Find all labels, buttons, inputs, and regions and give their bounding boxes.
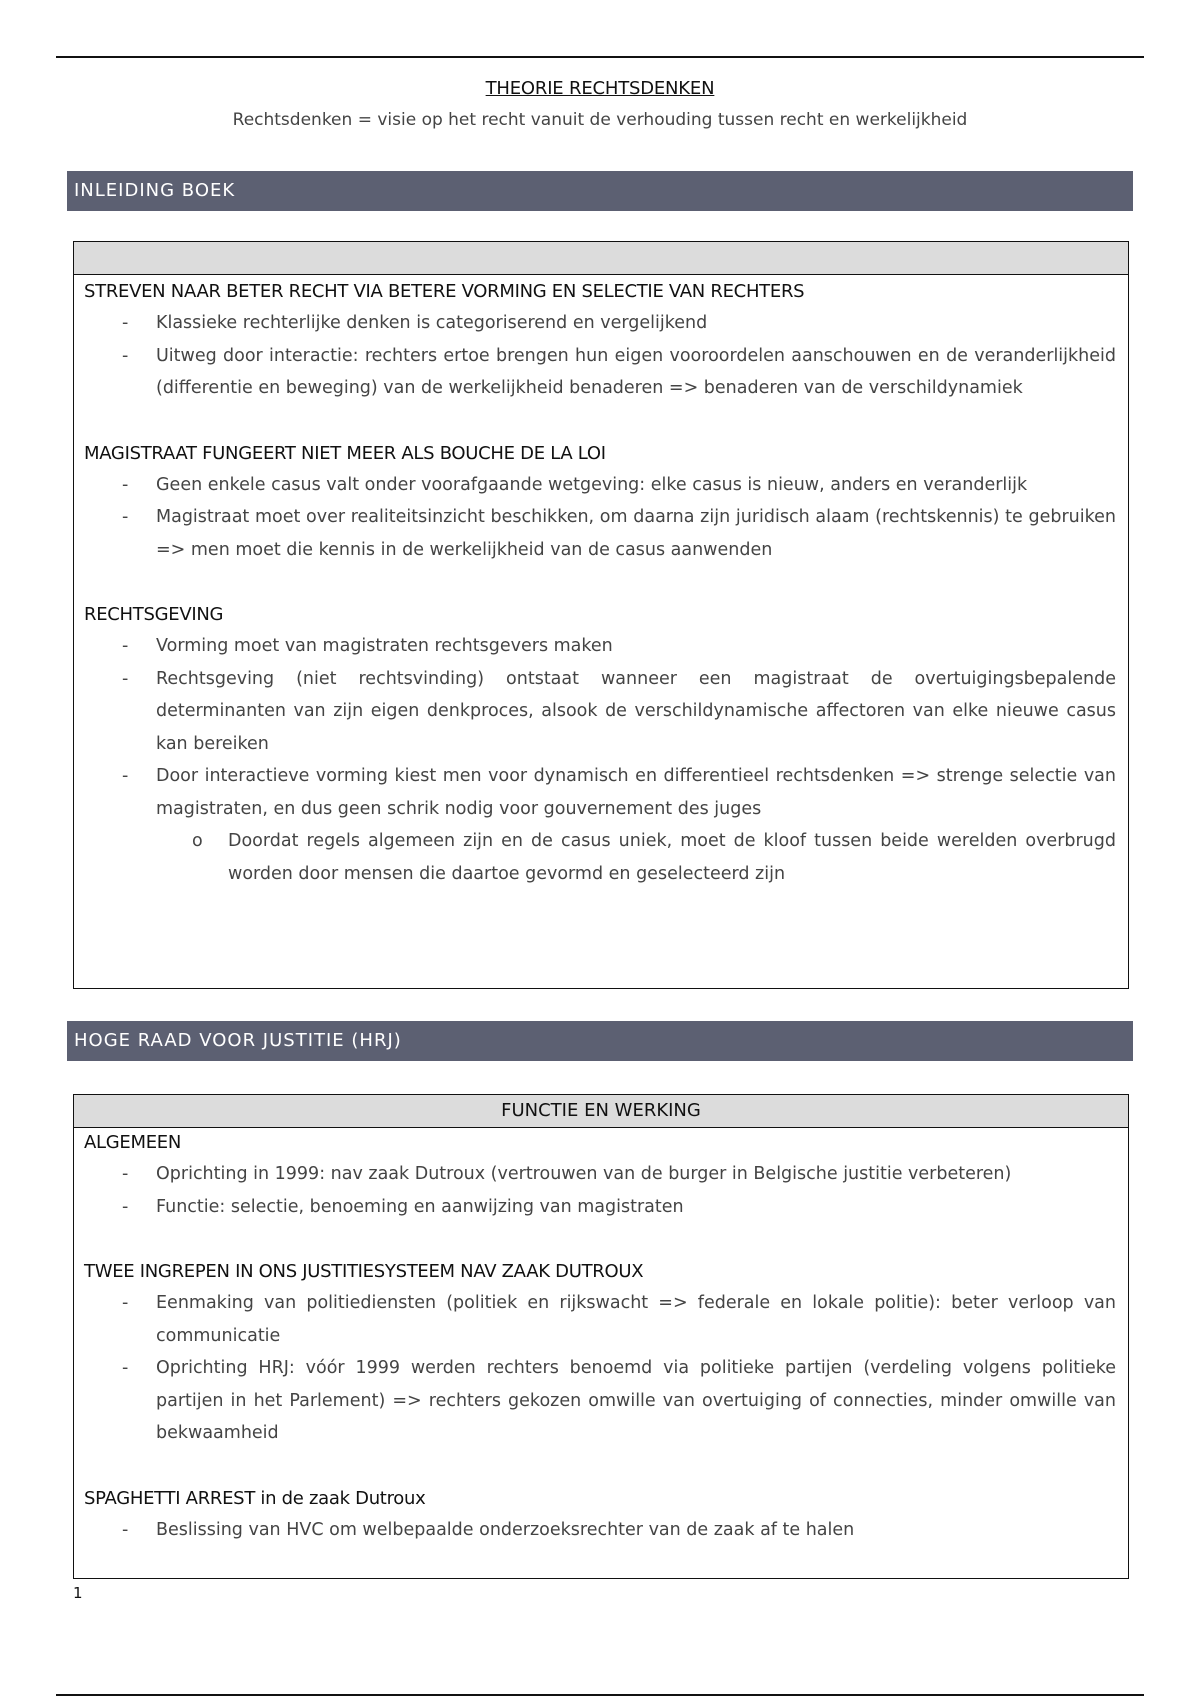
list-item <box>84 307 1116 340</box>
dash-bullet: - <box>122 507 129 527</box>
list-item <box>84 340 1116 405</box>
section-box-inleiding <box>73 241 1129 989</box>
block-heading: TWEE INGREPEN IN ONS JUSTITIESYSTEEM NAV ZAAK DUTROUX <box>84 1261 644 1282</box>
list-item-text: Eenmaking van politiediensten (politiek en rijkswacht => federale en lokale politie): beter verloop van communicatie <box>156 1293 1116 1346</box>
list-item-text: Functie: selectie, benoeming en aanwijzing van magistraten <box>156 1196 684 1217</box>
list-item-text: Magistraat moet over realiteitsinzicht beschikken, om daarna zijn juridisch alaam (rechtskennis) te gebruiken => men moet die kennis in de werkelijkheid van de casus aanwenden <box>156 507 1116 560</box>
block-heading: RECHTSGEVING <box>84 604 224 625</box>
dash-bullet: - <box>122 668 129 689</box>
dash-bullet: - <box>122 1358 129 1378</box>
section-banner-hrj: HOGE RAAD VOOR JUSTITIE (HRJ) <box>67 1021 1133 1061</box>
dash-bullet: - <box>122 1164 129 1184</box>
dash-bullet: - <box>122 345 129 366</box>
list-item <box>84 501 1116 566</box>
list-item-text: Vorming moet van magistraten rechtsgevers maken <box>156 636 613 656</box>
list-item <box>84 760 1116 825</box>
section-box-hrj <box>73 1094 1129 1579</box>
dash-bullet: - <box>122 766 129 786</box>
list-item <box>84 1191 1116 1224</box>
dash-bullet: - <box>122 474 129 495</box>
section-banner-inleiding: INLEIDING BOEK <box>67 171 1133 211</box>
list-item <box>84 469 1116 502</box>
dash-bullet: - <box>122 1196 129 1217</box>
block-heading: SPAGHETTI ARREST in de zaak Dutroux <box>84 1487 426 1509</box>
box-body <box>74 277 1128 890</box>
list-item-text: Uitweg door interactie: rechters ertoe brengen hun eigen vooroordelen aanschouwen en de veranderlijkheid (differentie en beweging) van de werkelijkheid benaderen => benaderen van de verschildynamiek <box>156 345 1116 398</box>
list-item-text: Klassieke rechterlijke denken is categoriserend en vergelijkend <box>156 313 708 333</box>
sub-list-item-text: Doordat regels algemeen zijn en de casus uniek, moet de kloof tussen beide werelden overbrugd worden door mensen die daartoe gevormd en geselecteerd zijn <box>228 831 1116 884</box>
list-item <box>84 630 1116 663</box>
box-title: FUNCTIE EN WERKING <box>74 1095 1128 1128</box>
document-subtitle: Rechtsdenken = visie op het recht vanuit de verhouding tussen recht en werkelijkheid <box>232 110 968 130</box>
list-item-text: Rechtsgeving (niet rechtsvinding) ontstaat wanneer een magistraat de overtuigingsbepalende determinanten van zijn eigen denkproces, alsook de verschildynamische affectoren van elke nieuwe casus kan bereiken <box>156 668 1116 754</box>
box-title <box>74 242 1128 275</box>
bottom-rule <box>56 1694 1144 1696</box>
dash-bullet: - <box>122 1293 129 1313</box>
list-item-text: Oprichting in 1999: nav zaak Dutroux (vertrouwen van de burger in Belgische justitie verbeteren) <box>156 1164 1012 1184</box>
block-heading: MAGISTRAAT FUNGEERT NIET MEER ALS BOUCHE DE LA LOI <box>84 442 606 464</box>
top-rule <box>56 56 1144 58</box>
sub-list-item <box>84 825 1116 890</box>
list-item <box>84 663 1116 761</box>
list-item-text: Door interactieve vorming kiest men voor dynamisch en differentieel rechtsdenken => strenge selectie van magistraten, en dus geen schrik nodig voor gouvernement des juges <box>156 766 1116 819</box>
dash-bullet: - <box>122 636 129 656</box>
list-item-text: Oprichting HRJ: vóór 1999 werden rechters benoemd via politieke partijen (verdeling volgens politieke partijen in het Parlement) => rechters gekozen omwille van overtuiging of connecties, minder omwille van bekwaamheid <box>156 1358 1116 1443</box>
block-heading: STREVEN NAAR BETER RECHT VIA BETERE VORMING EN SELECTIE VAN RECHTERS <box>84 281 805 302</box>
list-item <box>84 1158 1116 1191</box>
document-title: THEORIE RECHTSDENKEN <box>485 78 715 99</box>
dash-bullet: - <box>122 313 129 333</box>
block-heading: ALGEMEEN <box>84 1132 182 1153</box>
circle-bullet: o <box>192 831 203 851</box>
list-item-text: Beslissing van HVC om welbepaalde onderzoeksrechter van de zaak af te halen <box>156 1519 855 1540</box>
box-body <box>74 1128 1128 1546</box>
page-number: 1 <box>73 1584 83 1602</box>
dash-bullet: - <box>122 1519 129 1540</box>
list-item-text: Geen enkele casus valt onder voorafgaande wetgeving: elke casus is nieuw, anders en veranderlijk <box>156 474 1028 495</box>
list-item <box>84 1287 1116 1352</box>
list-item <box>84 1514 1116 1547</box>
list-item <box>84 1352 1116 1450</box>
